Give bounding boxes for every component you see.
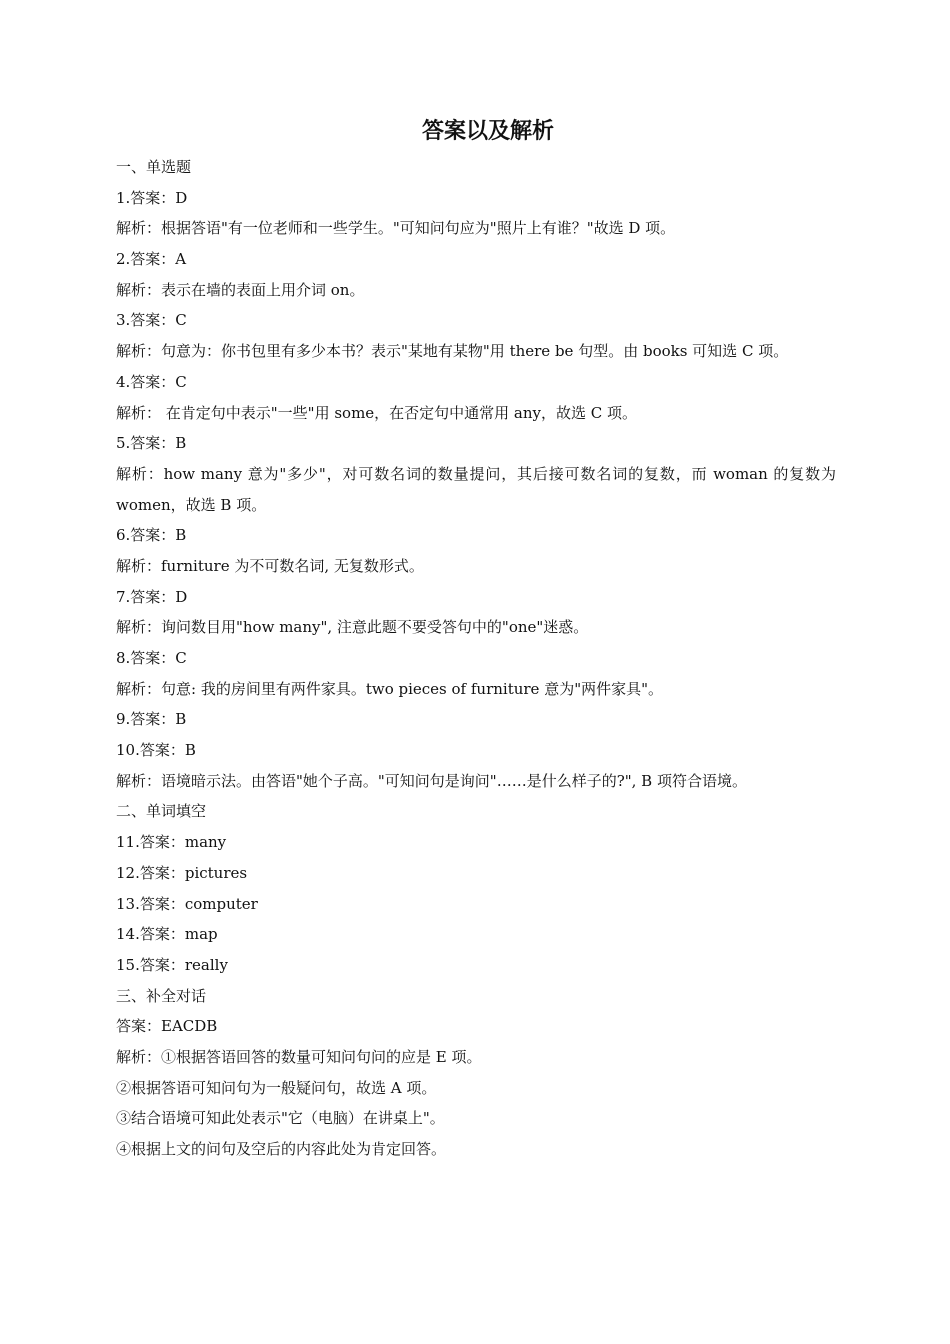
explanation-line: 解析：句意: 我的房间里有两件家具。two pieces of furniture 意为"两件家具"。 — [116, 679, 664, 698]
section-heading: 一、单选题 — [116, 158, 192, 176]
answer-line: 9.答案：B — [116, 710, 187, 729]
explanation-line: 解析：句意为：你书包里有多少本书？表示"某地有某物"用 there be 句型。由 books 可知选 C 项。 — [116, 342, 789, 361]
explanation-line: 解析：how many 意为"多少"，对可数名词的数量提问，其后接可数名词的复数，而 woman 的复数为 women，故选 B 项。 — [116, 464, 836, 514]
answer-line: 13.答案：computer — [116, 894, 258, 913]
answer-line: 7.答案：D — [116, 587, 188, 606]
explanation-line: 解析： 在肯定句中表示"一些"用 some，在否定句中通常用 any，故选 C 项。 — [116, 403, 638, 422]
explanation-line: 解析：询问数目用"how many", 注意此题不要受答句中的"one"迷惑。 — [116, 618, 589, 637]
section-heading: 三、补全对话 — [116, 986, 207, 1005]
answer-line: 4.答案：C — [116, 372, 187, 391]
answer-line: 8.答案：C — [116, 649, 187, 668]
explanation-line: ②根据答语可知问句为一般疑问句，故选 A 项。 — [116, 1078, 437, 1097]
answer-line: 15.答案：really — [116, 955, 228, 974]
answer-line: 5.答案：B — [116, 434, 187, 453]
answer-line: 10.答案：B — [116, 741, 196, 760]
explanation-line: 解析：furniture 为不可数名词, 无复数形式。 — [116, 556, 424, 575]
explanation-line: ④根据上文的问句及空后的内容此处为肯定回答。 — [116, 1140, 447, 1159]
explanation-line: 解析：根据答语"有一位老师和一些学生。"可知问句应为"照片上有谁？"故选 D 项。 — [116, 219, 676, 238]
explanation-line: ③结合语境可知此处表示"它（电脑）在讲桌上"。 — [116, 1109, 445, 1128]
explanation-line: 解析：①根据答语回答的数量可知问句问的应是 E 项。 — [116, 1047, 482, 1066]
answer-line: 2.答案：A — [116, 250, 187, 269]
answer-line: 1.答案：D — [116, 188, 188, 207]
section-heading: 二、单词填空 — [116, 802, 207, 821]
explanation-line: 解析：语境暗示法。由答语"她个子高。"可知问句是询问"……是什么样子的?", B 项符合语境。 — [116, 771, 747, 790]
answer-line: 12.答案：pictures — [116, 863, 248, 882]
answer-line: 3.答案：C — [116, 311, 187, 330]
answer-line: 14.答案：map — [116, 925, 218, 944]
answer-line: 11.答案：many — [116, 833, 227, 852]
answer-line: 答案：EACDB — [116, 1017, 218, 1036]
page-title: 答案以及解析 — [421, 119, 554, 144]
answer-line: 6.答案：B — [116, 526, 187, 545]
explanation-line: 解析：表示在墙的表面上用介词 on。 — [116, 280, 365, 299]
answer-document — [116, 112, 836, 1165]
